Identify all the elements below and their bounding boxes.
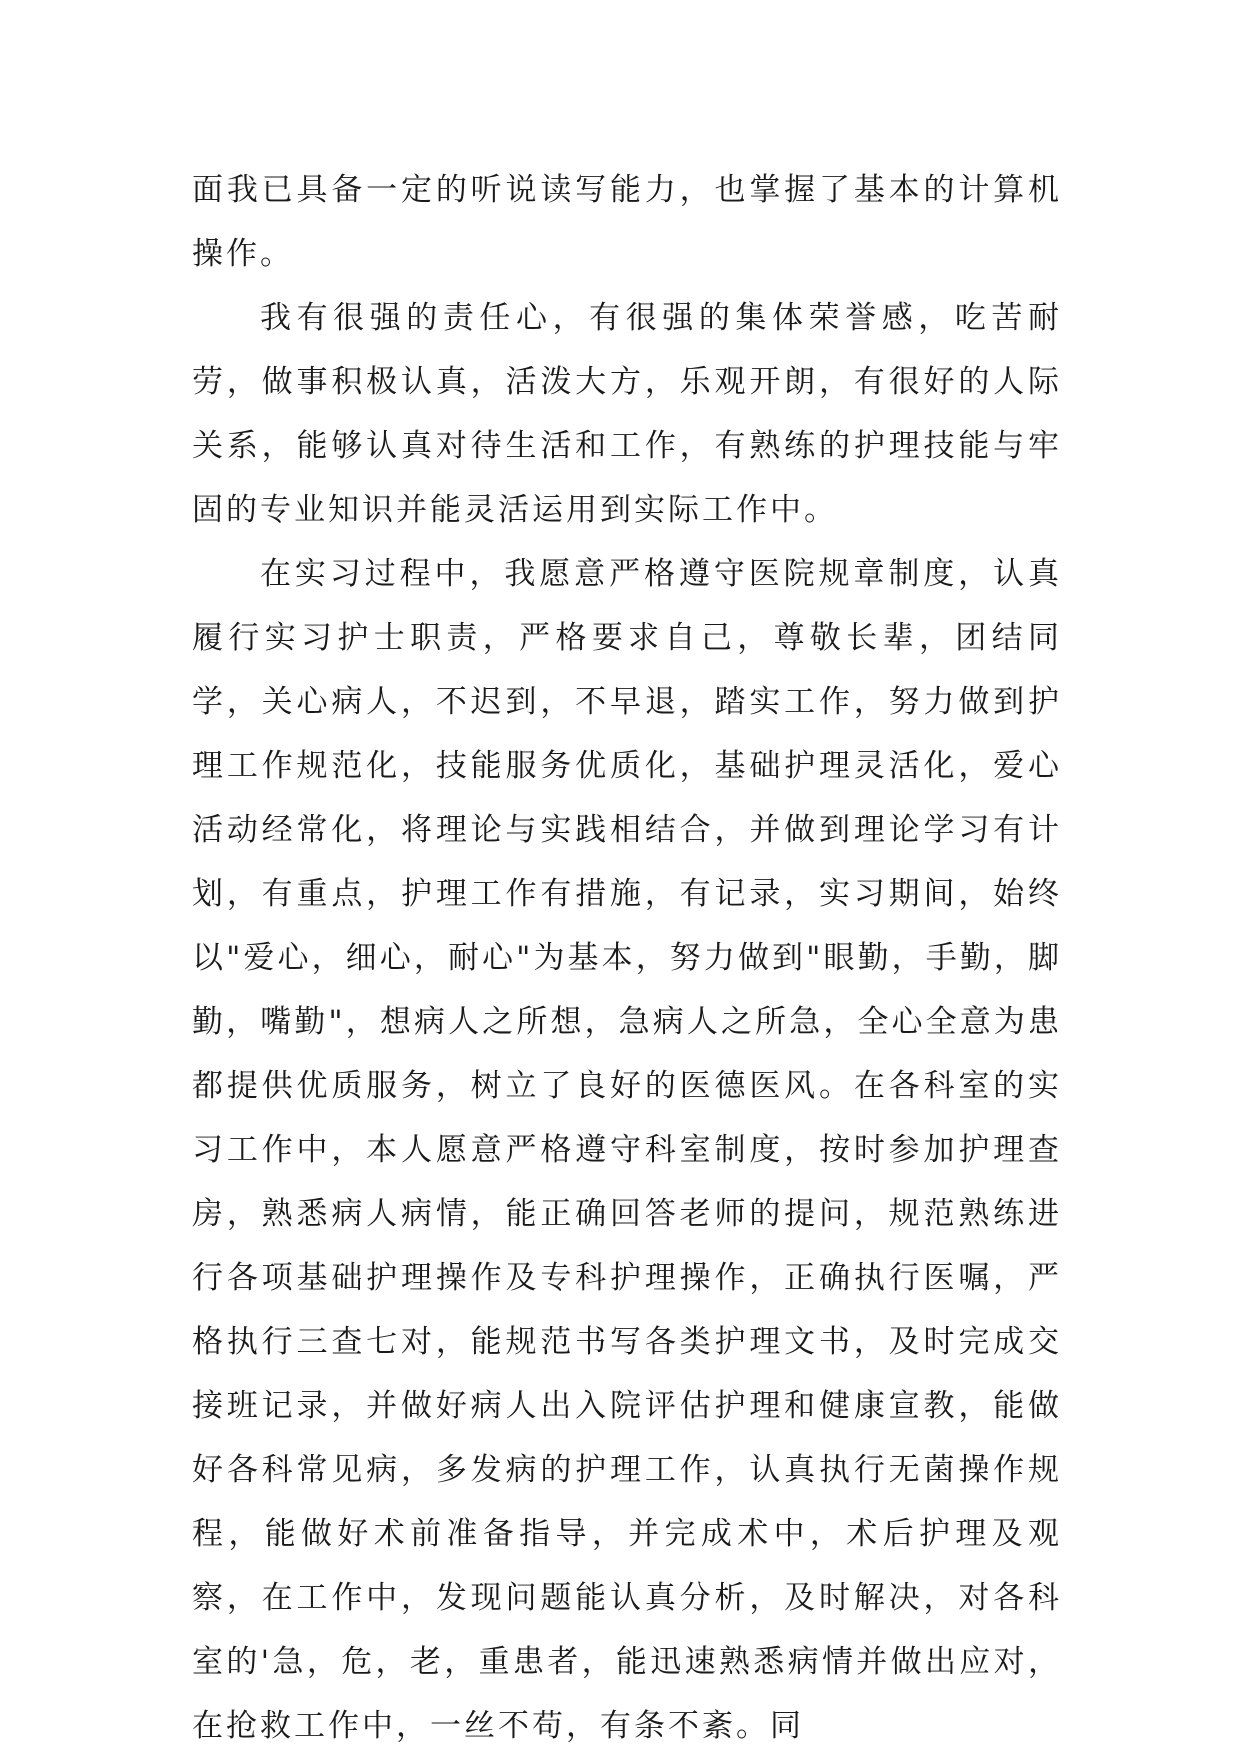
document-body <box>192 158 1062 1758</box>
paragraph-internship: 在实习过程中，我愿意严格遵守医院规章制度，认真履行实习护士职责，严格要求自己，尊敬长辈，团结同学，关心病人，不迟到，不早退，踏实工作，努力做到护理工作规范化，技能服务优质化，基础护理灵活化，爱心活动经常化，将理论与实践相结合，并做到理论学习有计划，有重点，护理工作有措施，有记录，实习期间，始终以"爱心，细心，耐心"为基本，努力做到"眼勤，手勤，脚勤，嘴勤"，想病人之所想，急病人之所急，全心全意为患都提供优质服务，树立了良好的医德医风。在各科室的实习工作中，本人愿意严格遵守科室制度，按时参加护理查房，熟悉病人病情，能正确回答老师的提问，规范熟练进行各项基础护理操作及专科护理操作，正确执行医嘱，严格执行三查七对，能规范书写各类护理文书，及时完成交接班记录，并做好病人出入院评估护理和健康宣教，能做好各科常见病，多发病的护理工作，认真执行无菌操作规程，能做好术前准备指导，并完成术中，术后护理及观察，在工作中，发现问题能认真分析，及时解决，对各科室的'急，危，老，重患者，能迅速熟悉病情并做出应对，在抢救工作中，一丝不苟，有条不紊。同 <box>192 556 1062 1744</box>
paragraph-character: 我有很强的责任心，有很强的集体荣誉感，吃苦耐劳，做事积极认真，活泼大方，乐观开朗，有很好的人际关系，能够认真对待生活和工作，有熟练的护理技能与牢固的专业知识并能灵活运用到实际工作中。 <box>192 300 1062 528</box>
paragraph-continuation: 面我已具备一定的听说读写能力，也掌握了基本的计算机操作。 <box>192 172 1062 272</box>
